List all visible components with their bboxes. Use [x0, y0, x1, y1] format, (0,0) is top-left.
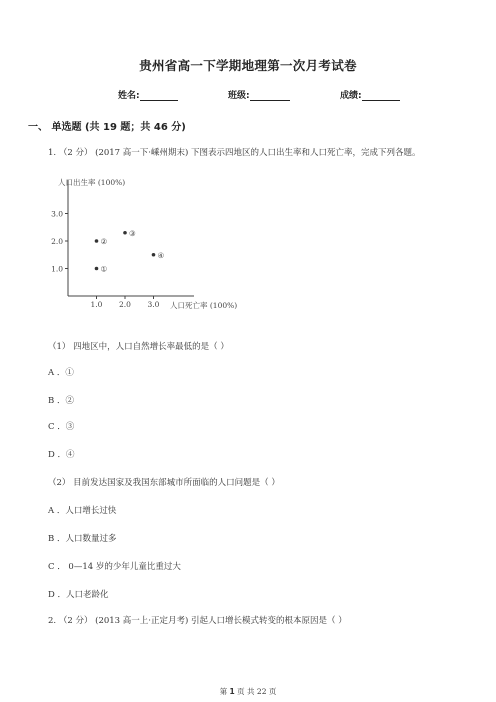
- y-axis-label: 人口出生率 (100%): [58, 178, 126, 187]
- name-label: 姓名:: [118, 91, 140, 101]
- y-tick-label: 3.0: [51, 209, 63, 219]
- option-2c: C ． 0—14 岁的少年儿童比重过大: [48, 562, 181, 572]
- question-1-number: 1.: [48, 148, 57, 158]
- class-blank: [250, 90, 290, 101]
- name-field: [118, 88, 178, 101]
- option-1c: C ．③: [48, 422, 75, 432]
- name-blank: [140, 90, 178, 101]
- x-tick-label: 3.0: [147, 300, 160, 309]
- class-label: 班级:: [228, 91, 250, 101]
- subquestion-1-text: （1） 四地区中，人口自然增长率最低的是（ ）: [48, 342, 229, 352]
- option-2d: D ．人口老龄化: [48, 590, 109, 600]
- question-2-number: 2.: [48, 616, 57, 626]
- data-point-label: ②: [100, 237, 108, 246]
- footer-prefix: 第: [219, 687, 228, 696]
- footer-suffix: 页: [268, 687, 277, 696]
- option-1d: D ．④: [48, 450, 75, 460]
- score-blank: [362, 90, 400, 101]
- data-point: [95, 239, 99, 243]
- footer-page-number: 1: [229, 687, 235, 696]
- data-point-label: ④: [157, 250, 165, 260]
- y-tick-label: 2.0: [51, 237, 63, 246]
- class-field: [228, 88, 290, 101]
- page-footer: [0, 686, 496, 697]
- footer-middle: 页 共: [237, 687, 255, 696]
- footer-total-pages: 22: [256, 687, 267, 696]
- option-2a: A ．人口增长过快: [48, 506, 117, 516]
- data-point: [95, 267, 99, 271]
- data-point: [123, 231, 127, 235]
- data-point-label: ①: [100, 264, 108, 274]
- exam-title: 贵州省高一下学期地理第一次月考试卷: [139, 58, 357, 73]
- score-label: 成绩:: [340, 91, 362, 101]
- data-point: [152, 253, 156, 257]
- section-heading: 一、 单选题 (共 19 题；共 46 分): [28, 122, 186, 133]
- option-1b: B ．②: [48, 396, 74, 406]
- subquestion-2-text: （2） 目前发达国家及我国东部城市所面临的人口问题是（ ）: [48, 478, 280, 488]
- question-2-text: （2 分） (2013 高一上·正定月考) 引起人口增长模式转变的根本原因是（ ）: [58, 616, 347, 626]
- option-2b: B ．人口数量过多: [48, 534, 117, 544]
- x-axis-label: 人口死亡率 (100%): [170, 301, 238, 310]
- data-point-label: ③: [129, 228, 136, 238]
- score-field: [340, 88, 400, 101]
- birth-death-rate-chart: [44, 172, 264, 314]
- x-tick-label: 1.0: [90, 300, 103, 309]
- question-2-stem: [48, 614, 347, 626]
- question-1-text: （2 分） (2017 高一下·嵊州期末) 下图表示四地区的人口出生率和人口死亡率，完成下列各题。: [58, 148, 421, 158]
- option-1a: A ．①: [48, 368, 74, 378]
- x-tick-label: 2.0: [119, 300, 131, 309]
- question-1-stem: [48, 146, 421, 158]
- y-tick-label: 1.0: [51, 264, 63, 274]
